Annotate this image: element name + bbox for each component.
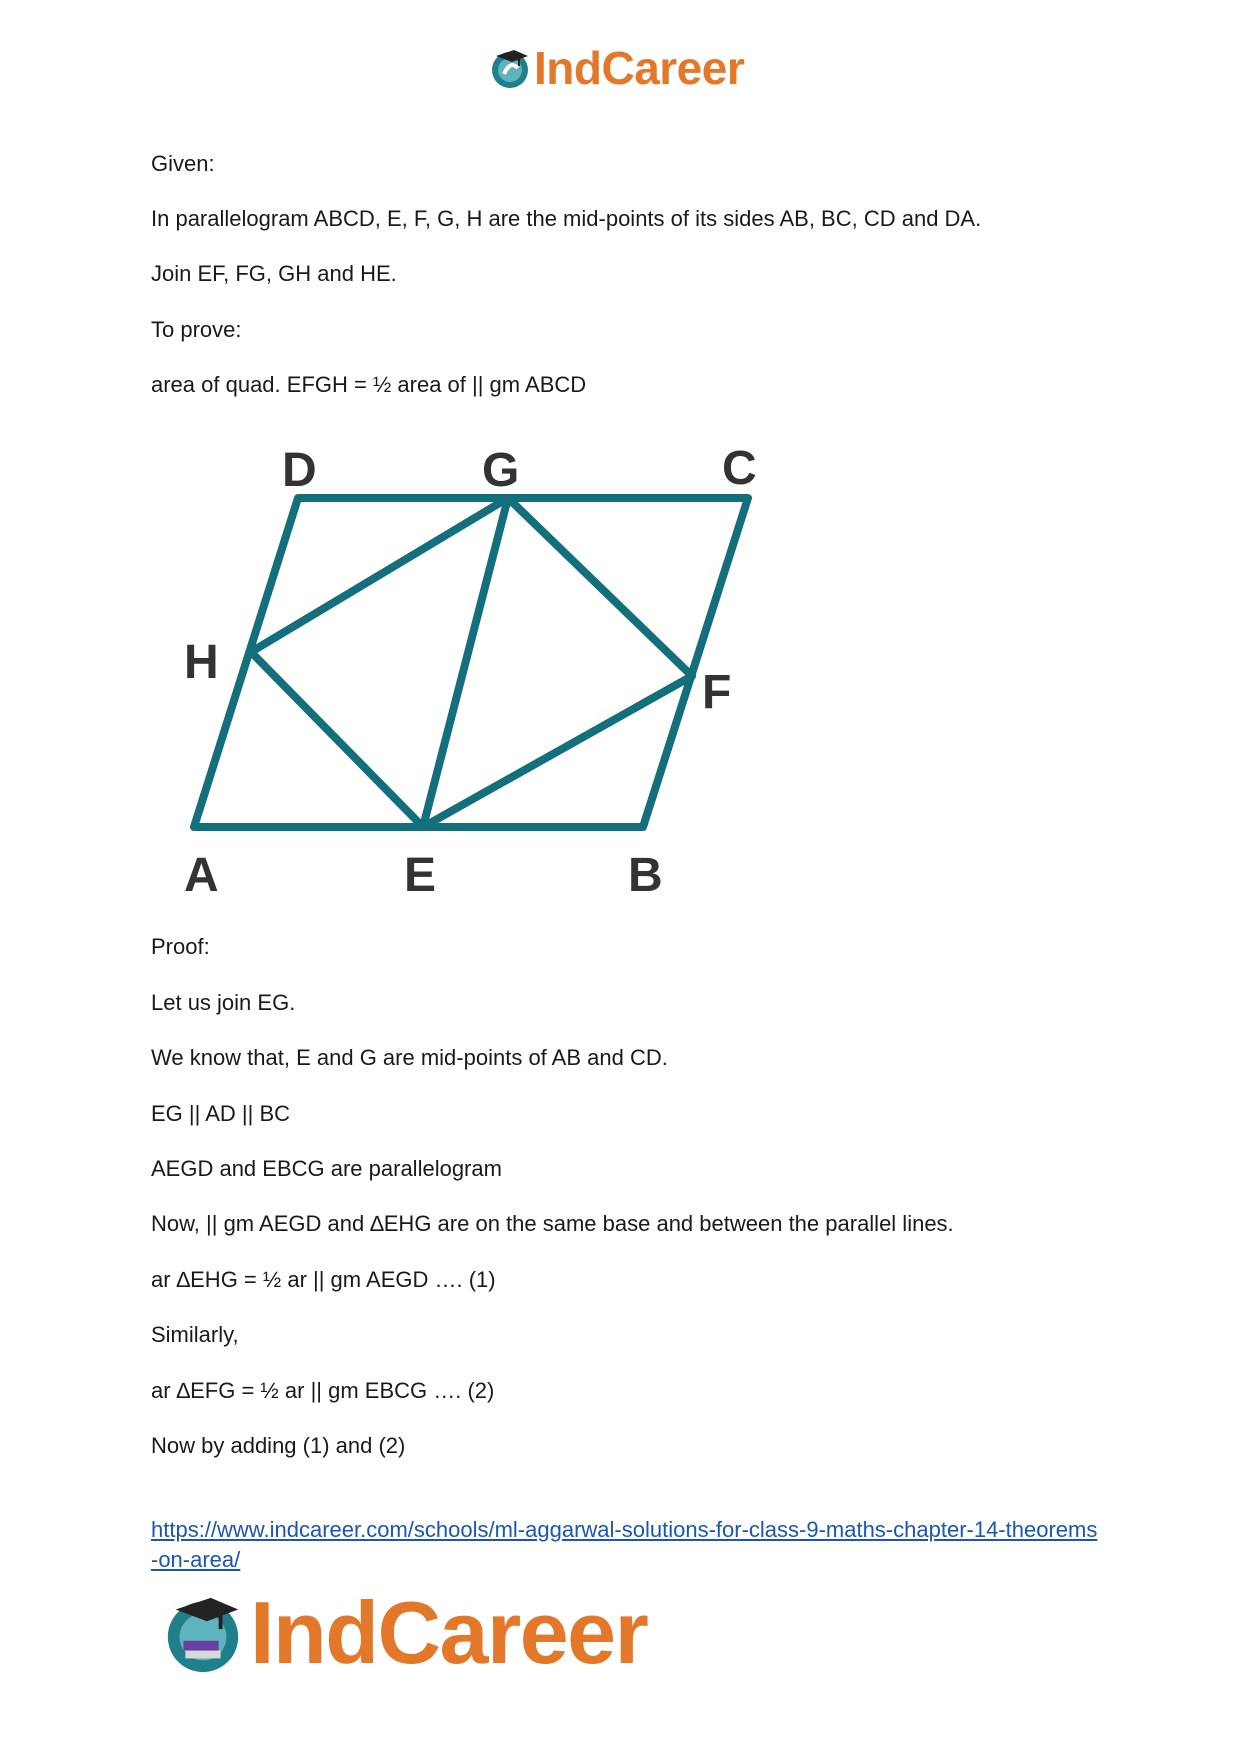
footer-logo	[160, 1583, 648, 1682]
proof-heading: Proof:	[151, 934, 210, 959]
to-prove-heading: To prove:	[151, 317, 242, 342]
to-prove-statement: area of quad. EFGH = ½ area of || gm ABCD	[151, 372, 587, 397]
label-g: G	[482, 444, 520, 497]
construction-statement: Join EF, FG, GH and HE.	[151, 261, 397, 286]
footer-logo-text: IndCareer	[250, 1583, 648, 1682]
proof-line-7: Similarly,	[151, 1322, 239, 1347]
header-logo-text: IndCareer	[534, 42, 745, 94]
label-f: F	[702, 666, 732, 719]
given-statement: In parallelogram ABCD, E, F, G, H are the mid-points of its sides AB, BC, CD and DA.	[151, 206, 982, 231]
proof-line-2: We know that, E and G are mid-points of AB and CD.	[151, 1045, 668, 1070]
proof-line-5: Now, || gm AEGD and ∆EHG are on the same base and between the parallel lines.	[151, 1211, 954, 1236]
proof-line-4: AEGD and EBCG are parallelogram	[151, 1156, 502, 1181]
quadrilateral-efgh	[251, 498, 692, 827]
graduate-globe-icon	[160, 1590, 246, 1676]
label-d: D	[282, 444, 317, 497]
proof-line-3: EG || AD || BC	[151, 1101, 291, 1126]
source-link[interactable]: https://www.indcareer.com/schools/ml-aggarwal-solutions-for-class-9-maths-chapter-14-theorems-on-area/	[151, 1517, 1098, 1572]
parallelogram-diagram	[170, 432, 790, 902]
proof-line-9: Now by adding (1) and (2)	[151, 1433, 406, 1458]
graduate-globe-icon	[488, 46, 532, 90]
parallelogram-abcd	[194, 498, 748, 827]
segment-eg	[423, 498, 508, 827]
proof-line-6: ar ∆EHG = ½ ar || gm AEGD …. (1)	[151, 1267, 496, 1292]
label-b: B	[628, 849, 663, 902]
given-heading: Given:	[151, 151, 215, 176]
proof-line-8: ar ∆EFG = ½ ar || gm EBCG …. (2)	[151, 1378, 495, 1403]
proof-line-1: Let us join EG.	[151, 990, 296, 1015]
label-e: E	[404, 849, 437, 902]
label-c: C	[722, 442, 757, 495]
label-a: A	[184, 849, 219, 902]
label-h: H	[184, 636, 219, 689]
header-logo	[488, 40, 744, 96]
